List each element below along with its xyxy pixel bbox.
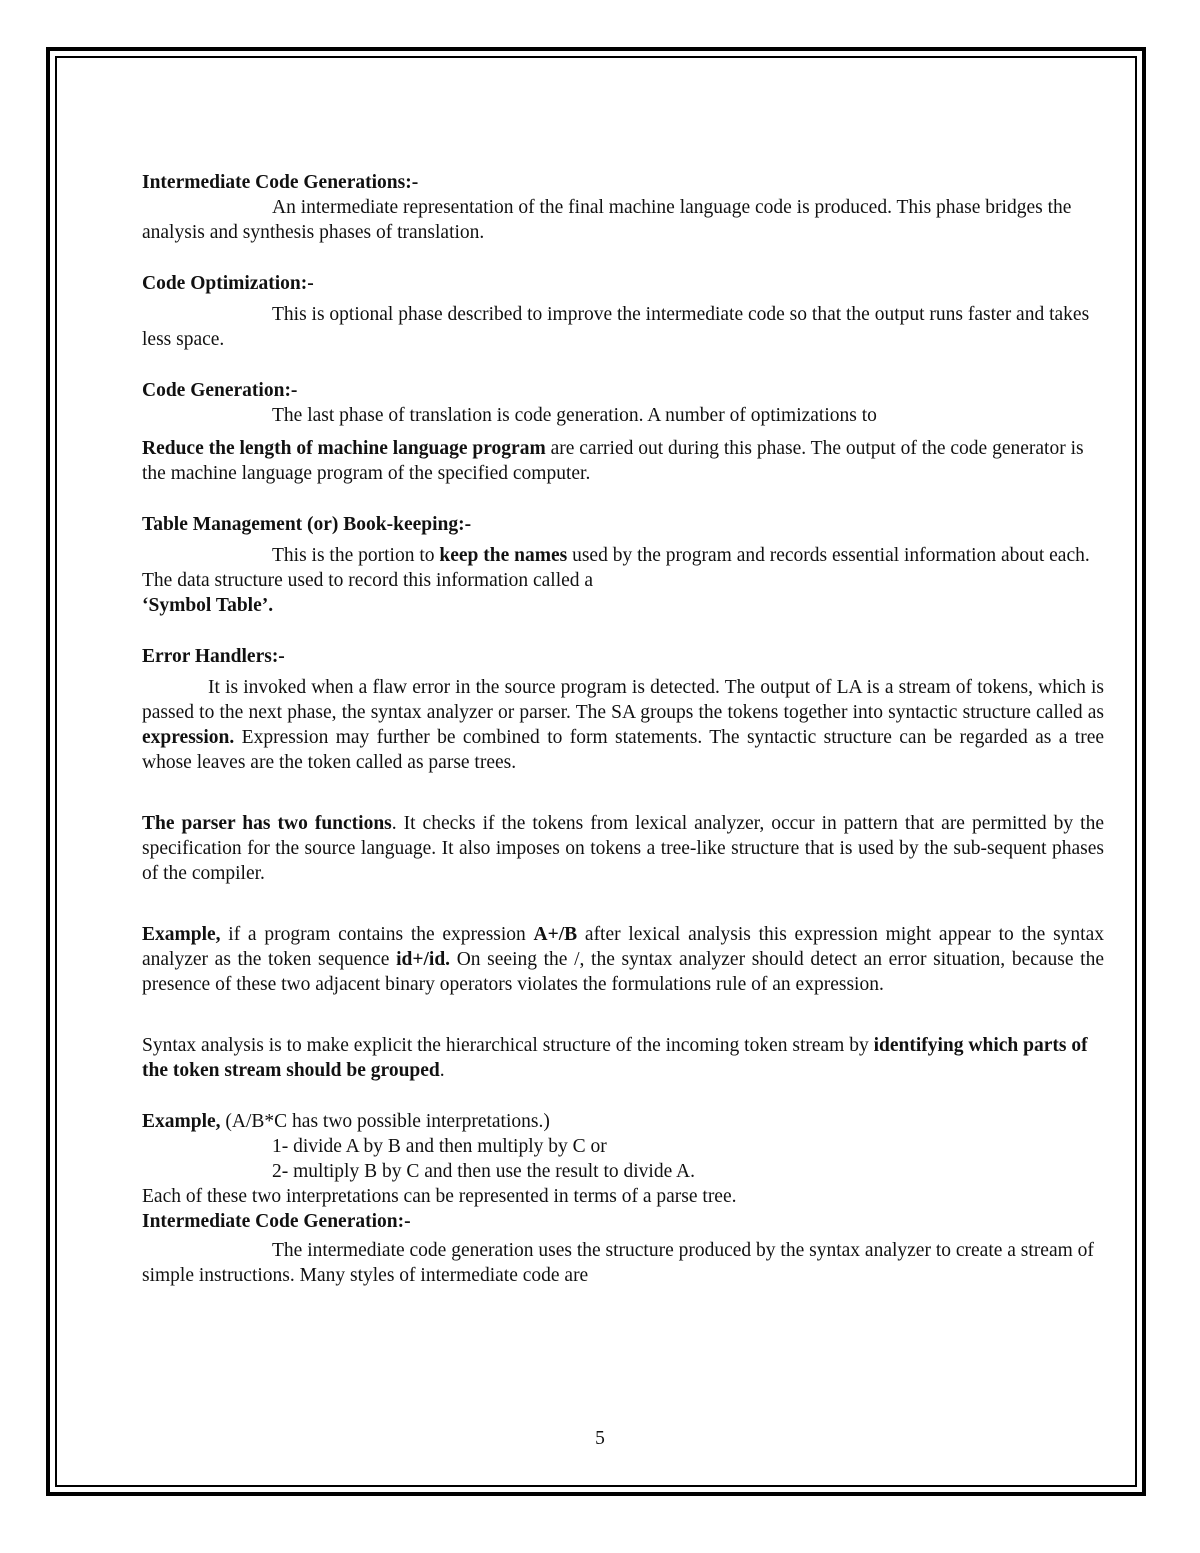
heading-intermediate-code-generation: Intermediate Code Generation:- (142, 1211, 411, 1232)
bold-expression-a-b: A+/B (533, 924, 578, 945)
paragraph-intermediate-code-generation: The intermediate code generation uses the structure produced by the syntax analyzer to create a stream of simple instructions. Many styles of intermediate code are (142, 1240, 1094, 1286)
paragraph-code-generation-line1: The last phase of translation is code generation. A number of optimizations to (272, 405, 877, 426)
symbol-table-label (142, 593, 1104, 618)
heading-code-generation: Code Generation:- (142, 380, 298, 401)
heading-code-optimization: Code Optimization:- (142, 273, 314, 294)
bold-reduce-length: Reduce the length of machine language program (142, 438, 546, 459)
text-example2-rest: (A/B*C has two possible interpretations.) (220, 1111, 550, 1132)
bold-token-sequence: id+/id. (396, 949, 451, 970)
page-number: 5 (595, 1428, 605, 1449)
text-code-generation-rest: are carried out during this phase. The output of the code generator is the machine language program of the specified computer. (142, 438, 1084, 484)
text-example-t3: On seeing the /, the syntax analyzer should detect an error situation, because the presence of these two adjacent binary operators violates the formulations rule of an expression. (142, 949, 1104, 995)
bold-parser-functions: The parser has two functions (142, 813, 392, 834)
paragraph-error-handlers (142, 675, 1104, 775)
paragraph-example-interpretations (142, 1109, 1104, 1134)
paragraph-code-optimization: This is optional phase described to improve the intermediate code so that the output runs faster and takes less space. (142, 304, 1090, 350)
text-example-t1: if a program contains the expression (220, 924, 534, 945)
text-example-t2: after lexical analysis this expression might appear to the syntax analyzer as the token sequence (142, 924, 1104, 970)
heading-table-management: Table Management (or) Book-keeping:- (142, 514, 472, 535)
text-table-pre: This is the portion to (272, 545, 440, 566)
bold-identifying-parts: identifying which parts of the token stream should be grouped (142, 1035, 1088, 1081)
paragraph-intermediate-code: An intermediate representation of the final machine language code is produced. This phase bridges the analysis and synthesis phases of translation. (142, 197, 1072, 243)
heading-error-handlers: Error Handlers:- (142, 646, 285, 667)
text-parser-post: . It checks if the tokens from lexical analyzer, occur in pattern that are permitted by the specification for the source language. It also imposes on tokens a tree-like structure that is used by the sub-sequent phases of the compiler. (142, 813, 1105, 884)
paragraph-example-error (142, 922, 1104, 997)
text-error-post: Expression may further be combined to form statements. The syntactic structure can be regarded as a tree whose leaves are the token called as parse trees. (142, 727, 1104, 773)
paragraph-parser-functions (142, 811, 1104, 886)
bold-symbol-table: ‘Symbol Table’. (142, 595, 274, 616)
text-table-post: used by the program and records essential information about each. The data structure used to record this information called a (142, 545, 1090, 591)
text-syntax-post: . (439, 1060, 445, 1081)
bold-example-label: Example, (142, 924, 221, 945)
bold-expression: expression. (142, 727, 235, 748)
bold-keep-names: keep the names (439, 545, 568, 566)
list-item-interpretation-1: 1- divide A by B and then multiply by C or (272, 1136, 607, 1157)
bold-example2-label: Example, (142, 1111, 221, 1132)
text-syntax-pre: Syntax analysis is to make explicit the hierarchical structure of the incoming token stream by (142, 1035, 874, 1056)
paragraph-table-management (142, 543, 1104, 593)
paragraph-parse-tree-summary: Each of these two interpretations can be represented in terms of a parse tree. (142, 1186, 737, 1207)
heading-intermediate-code-generations: Intermediate Code Generations:- (142, 172, 419, 193)
text-error-pre: It is invoked when a flaw error in the source program is detected. The output of LA is a stream of tokens, which is passed to the next phase, the syntax analyzer or parser. The SA groups the tokens together into syntactic structure called as (142, 677, 1104, 723)
paragraph-syntax-analysis (142, 1033, 1104, 1083)
document-body (142, 170, 1104, 1288)
list-item-interpretation-2: 2- multiply B by C and then use the result to divide A. (272, 1161, 696, 1182)
paragraph-code-generation (142, 436, 1104, 486)
